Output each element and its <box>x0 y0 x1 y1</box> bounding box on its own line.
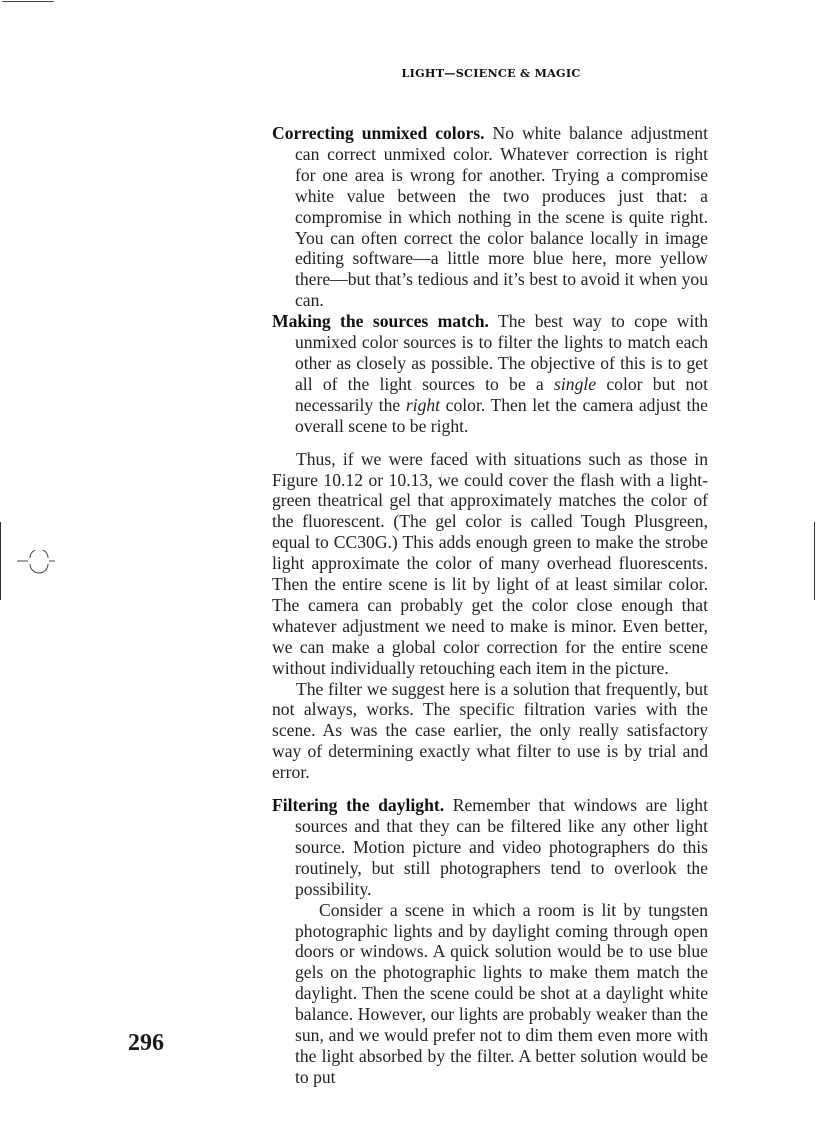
entry-filtering-daylight <box>272 795 708 900</box>
entry-text: color. Then let the camera adjust the overall scene to be right. <box>295 394 708 436</box>
entry-making-sources-match <box>272 311 708 436</box>
body-paragraph: Thus, if we were faced with situations such as those in Figure 10.12 or 10.13, we could cover the flash with a light-green theatrical gel that approximately matches the color of the fluorescent. (The gel color is called Tough Plusgreen, equal to CC30G.) This adds enough green to make the strobe light approximate the color of many overhead fluorescents. Then the entire scene is lit by light of at least similar color. The camera can probably get the color close enough that whatever adjustment we need to make is minor. Even better, we can make a global color correction for the entire scene without individually retouching each item in the picture. <box>272 448 708 678</box>
entry-title: Correcting unmixed colors. <box>272 123 485 143</box>
registration-mark-icon <box>16 550 56 578</box>
crop-mark-left <box>0 522 1 600</box>
emphasis-single: single <box>554 373 597 394</box>
emphasis-right: right <box>405 394 441 415</box>
entry-title: Filtering the daylight. <box>272 795 445 816</box>
entry-text: No white balance adjustment can correct unmixed color. Whatever correction is right for one area is wrong for another. Trying a compromise white value between the two produces just that: a compromise in which nothing in the scene is quite right. You can often correct the color balance locally in image editing software—a little more blue here, more yellow there—but that’s tedious and it’s best to avoid it when you can. <box>295 123 708 311</box>
crop-mark-top <box>2 1 54 2</box>
entry-subparagraph: Consider a scene in which a room is lit by tungsten photographic lights and by daylight coming through open doors or windows. A quick solution would be to use blue gels on the photographic lights to make them match the daylight. Then the scene could be shot at a daylight white balance. However, our lights are probably weaker than the sun, and we would prefer not to dim them even more with the light absorbed by the filter. A better solution would be to put <box>295 899 708 1087</box>
entry-text: Remember that windows are light sources and that they can be filtered like any other light source. Motion picture and video photographers do this routinely, but still photographers tend to overlook the possibility. <box>295 795 708 899</box>
body-text <box>272 123 708 1088</box>
entry-correcting-unmixed-colors <box>272 123 708 311</box>
running-head: LIGHT—SCIENCE & MAGIC <box>401 66 581 80</box>
entry-text: color but not necessarily the <box>295 373 708 415</box>
crop-mark-right <box>814 522 815 600</box>
page-number: 296 <box>128 1030 164 1056</box>
entry-text: The best way to cope with unmixed color sources is to filter the lights to match each other as closely as possible. The objective of this is to get all of the light sources to be a <box>295 311 708 394</box>
body-paragraph: The filter we suggest here is a solution that frequently, but not always, works. The specific filtration varies with the scene. As was the case earlier, the only really satisfactory way of determining exactly what filter to use is by trial and error. <box>272 678 708 783</box>
entry-title: Making the sources match. <box>272 311 489 332</box>
